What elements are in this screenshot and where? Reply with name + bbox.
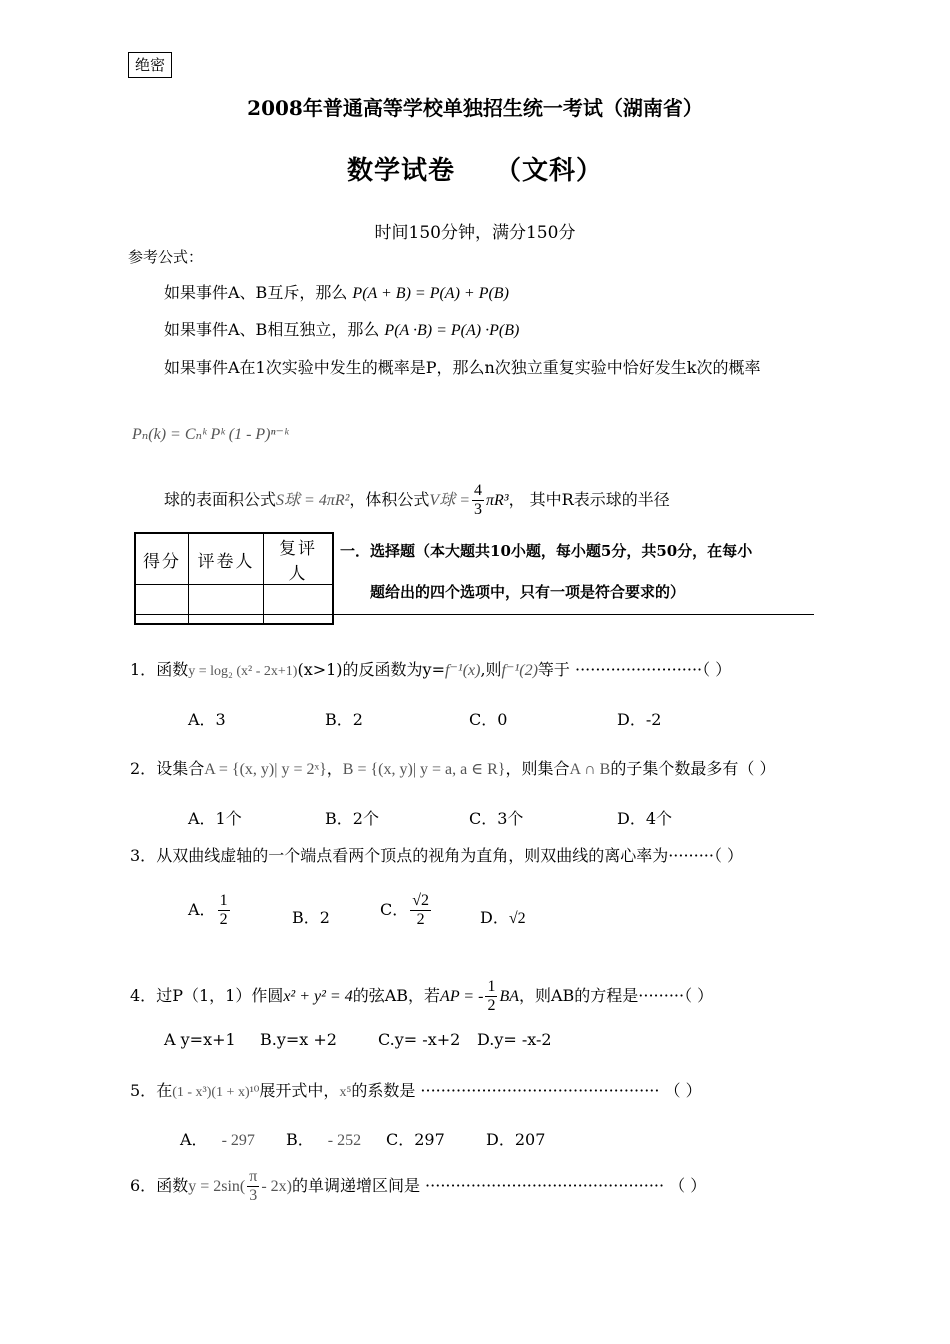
subtitle-main: 数学试卷 — [346, 156, 455, 186]
question-number: 4． — [130, 986, 157, 1005]
fraction-numerator: 4 — [474, 482, 482, 499]
sphere-volume-fraction — [472, 482, 484, 519]
q3-option-a[interactable] — [188, 892, 232, 929]
question-text: 函数 — [156, 660, 189, 679]
formula-binomial: Pₙ(k) = Cₙᵏ Pᵏ (1 - P)ⁿ⁻ᵏ — [132, 426, 289, 443]
exam-subtitle — [0, 150, 950, 187]
question-math: A = {(x, y)| y = 2ˣ} — [204, 761, 327, 778]
fraction-denominator: 2 — [219, 911, 228, 928]
q5-option-b[interactable] — [286, 1127, 361, 1150]
option-letter: A． — [188, 900, 216, 919]
q3-option-b[interactable]: B．2 — [292, 908, 330, 927]
question-text: 的单调递增区间是 ··············································· （ ） — [291, 1176, 707, 1195]
q4-option-d[interactable]: D.y= -x-2 — [477, 1030, 552, 1049]
option-radical: √2 — [508, 910, 526, 927]
fraction-denominator: 3 — [474, 501, 482, 518]
fraction-numerator: π — [249, 1168, 258, 1185]
question-text: 设集合 — [156, 759, 205, 778]
q3-option-d[interactable] — [480, 905, 526, 928]
question-1 — [130, 657, 731, 680]
score-table-header-row — [135, 533, 333, 585]
fraction-denominator: 2 — [416, 911, 425, 928]
question-number: 5． — [130, 1081, 157, 1100]
question-text: 从双曲线虚轴的一个端点看两个顶点的视角为直角，则双曲线的离心率为·········（ ） — [156, 846, 744, 865]
question-fraction — [247, 1168, 259, 1205]
score-table-entry-row — [135, 585, 333, 625]
option-letter: A． — [180, 1130, 208, 1149]
question-text: 等于 ·························（ ） — [537, 660, 732, 679]
question-fraction — [485, 978, 497, 1015]
time-info: 时间150分钟，满分150分 — [374, 223, 576, 243]
question-math: AP = - — [440, 988, 484, 1005]
secret-label: 绝密 — [128, 52, 172, 78]
formula-1-text: 如果事件A、B互斥，那么 — [164, 283, 348, 302]
score-header: 得分 — [135, 533, 189, 585]
question-number: 6． — [130, 1176, 157, 1195]
fraction-numerator: 1 — [219, 892, 228, 909]
option-value: - 252 — [327, 1132, 362, 1149]
formula-heading: 参考公式： — [128, 248, 204, 266]
question-math: BA — [499, 988, 519, 1005]
q3-option-c[interactable] — [380, 892, 433, 929]
question-text: 在 — [156, 1081, 173, 1100]
question-text: ，则集合 — [505, 759, 570, 778]
question-text: 展开式中， — [259, 1081, 340, 1100]
grader-cell[interactable] — [189, 585, 264, 625]
reviewer-cell[interactable] — [264, 585, 334, 625]
sphere-radius-note: ， 其中R表示球的半径 — [508, 490, 670, 509]
question-5 — [130, 1078, 702, 1101]
fraction-denominator: 2 — [487, 997, 496, 1014]
question-text: 的系数是 ··············································· （ ） — [351, 1081, 702, 1100]
question-math: A ∩ B — [569, 761, 611, 778]
q2-option-c[interactable]: C．3个 — [469, 809, 524, 828]
question-math: y = 2sin( — [188, 1178, 246, 1195]
question-text: 的弦AB，若 — [352, 986, 441, 1005]
q4-option-c[interactable]: C.y= -x+2 — [378, 1030, 461, 1049]
option-letter: B． — [286, 1130, 314, 1149]
option-letter: C． — [380, 900, 409, 919]
grader-header: 评卷人 — [189, 533, 264, 585]
section-1-title-cont: 题给出的四个选项中，只有一项是符合要求的） — [370, 583, 686, 601]
option-value: - 297 — [221, 1132, 255, 1149]
question-math: y = log₂ (x² - 2x+1) — [188, 664, 298, 679]
q4-option-b[interactable]: B.y=x +2 — [260, 1030, 337, 1049]
question-number: 1． — [130, 660, 157, 679]
q5-option-a[interactable] — [180, 1127, 255, 1150]
question-math: x⁵ — [339, 1085, 352, 1100]
q4-option-a[interactable]: A y=x+1 — [164, 1030, 236, 1049]
formula-1 — [164, 280, 509, 303]
score-cell[interactable] — [135, 585, 189, 625]
question-math: B = {(x, y)| y = a, a ∈ R} — [342, 761, 506, 778]
question-6 — [130, 1168, 706, 1205]
sphere-volume-left: V球 = — [429, 492, 470, 509]
option-fraction — [410, 892, 431, 929]
question-text: ， — [326, 759, 343, 778]
question-4 — [130, 978, 713, 1015]
sphere-area-label: 球的表面积公式 — [164, 490, 277, 509]
formula-1-math: P(A + B) = P(A) + P(B) — [352, 285, 509, 302]
question-text: (x>1)的反函数为y= — [297, 660, 445, 679]
exam-title: 2008年普通高等学校单独招生统一考试（湖南省） — [247, 96, 703, 120]
formula-2-math: P(A ·B) = P(A) ·P(B) — [384, 322, 520, 339]
formula-sphere — [164, 482, 670, 519]
option-letter: D． — [480, 908, 509, 927]
sphere-volume-right: πR³ — [486, 492, 509, 509]
formula-3: 如果事件A在1次实验中发生的概率是P，那么n次独立重复实验中恰好发生k次的概率 — [164, 358, 761, 377]
fraction-numerator: 1 — [487, 978, 496, 995]
q5-option-c[interactable]: C．297 — [386, 1130, 445, 1149]
fraction-numerator: √2 — [412, 892, 430, 909]
question-number: 2． — [130, 759, 157, 778]
fraction-denominator: 3 — [249, 1187, 258, 1204]
option-fraction — [218, 892, 230, 929]
question-math: - 2x) — [261, 1178, 292, 1195]
q1-option-d[interactable]: D．-2 — [617, 710, 662, 729]
question-text: ,则 — [480, 660, 502, 679]
q1-option-a[interactable]: A．3 — [188, 710, 226, 729]
question-math: f⁻¹(x) — [445, 662, 481, 679]
question-text: 过P（1，1）作圆 — [156, 986, 284, 1005]
sphere-volume-label: ，体积公式 — [349, 490, 430, 509]
q2-option-a[interactable]: A．1个 — [188, 809, 242, 828]
section-1-title: 一．选择题（本大题共10小题，每小题5分，共50分，在每小 — [340, 542, 753, 560]
q2-option-d[interactable]: D．4个 — [617, 809, 673, 828]
section-divider — [134, 614, 814, 615]
score-table — [134, 532, 334, 625]
subtitle-kind: （文科） — [495, 156, 604, 186]
q1-option-c[interactable]: C．0 — [469, 710, 508, 729]
question-math: (1 - x³)(1 + x)¹⁰ — [172, 1085, 260, 1100]
question-math: x² + y² = 4 — [283, 988, 353, 1005]
question-text: 的子集个数最多有（ ） — [610, 759, 776, 778]
question-2 — [130, 756, 775, 779]
q1-option-b[interactable]: B．2 — [325, 710, 363, 729]
q5-option-d[interactable]: D．207 — [486, 1130, 546, 1149]
formula-2-text: 如果事件A、B相互独立，那么 — [164, 320, 380, 339]
q2-option-b[interactable]: B．2个 — [325, 809, 379, 828]
question-math: f⁻¹(2) — [501, 662, 538, 679]
sphere-area-formula: S球 = 4πR² — [276, 492, 350, 509]
question-text: 函数 — [156, 1176, 189, 1195]
formula-2 — [164, 317, 519, 340]
question-number: 3． — [130, 846, 157, 865]
question-text: ，则AB的方程是·········（ ） — [518, 986, 714, 1005]
reviewer-header: 复评人 — [264, 533, 334, 585]
question-3 — [130, 843, 743, 866]
